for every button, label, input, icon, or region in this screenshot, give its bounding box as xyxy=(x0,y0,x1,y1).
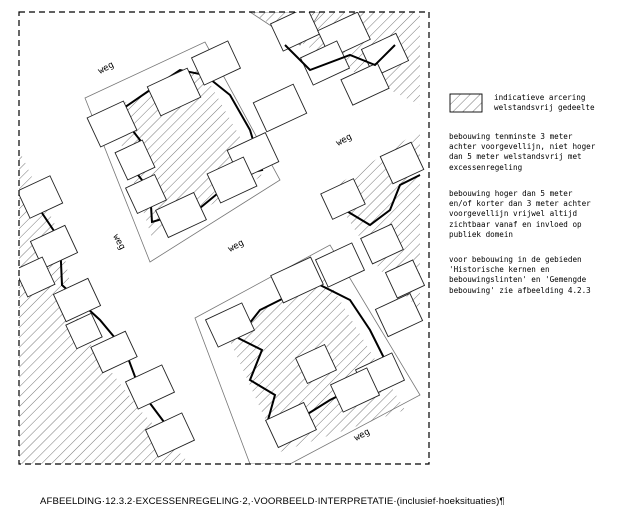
road-label: weg xyxy=(352,427,372,444)
legend-note-gebieden: voor bebouwing in de gebieden 'Historische kernen en bebouwingslinten' en 'Gemengde bebouwing' zie afbeelding 4.2.3 xyxy=(449,255,591,295)
road-label: weg xyxy=(226,238,246,255)
legend-hatch-swatch xyxy=(450,94,482,112)
road-label: weg xyxy=(110,232,127,252)
map-content xyxy=(15,7,424,464)
legend-note-zichtbaar: bebouwing hoger dan 5 meter en/of korter dan 3 meter achter voorgevellijn vrijwel altijd zichtbaar vanaf en invloed op publiek domein xyxy=(449,189,591,239)
road-label: weg xyxy=(334,132,354,149)
block-top-edge xyxy=(250,7,420,105)
legend-swatch-label: indicatieve arcering welstandsvrij gedeelte xyxy=(494,93,595,113)
figure-caption: AFBEELDING·12.3.2·EXCESSENREGELING·2,·VOORBEELD·INTERPRETATIE·(inclusief·hoeksituaties)¶ xyxy=(40,496,505,507)
block-north xyxy=(85,41,307,262)
road-label: weg xyxy=(96,60,116,77)
legend-note-welstandsvrij: bebouwing tenminste 3 meter achter voorgevellijn, niet hoger dan 5 meter welstandsvrij met excessenregeling xyxy=(449,132,596,172)
